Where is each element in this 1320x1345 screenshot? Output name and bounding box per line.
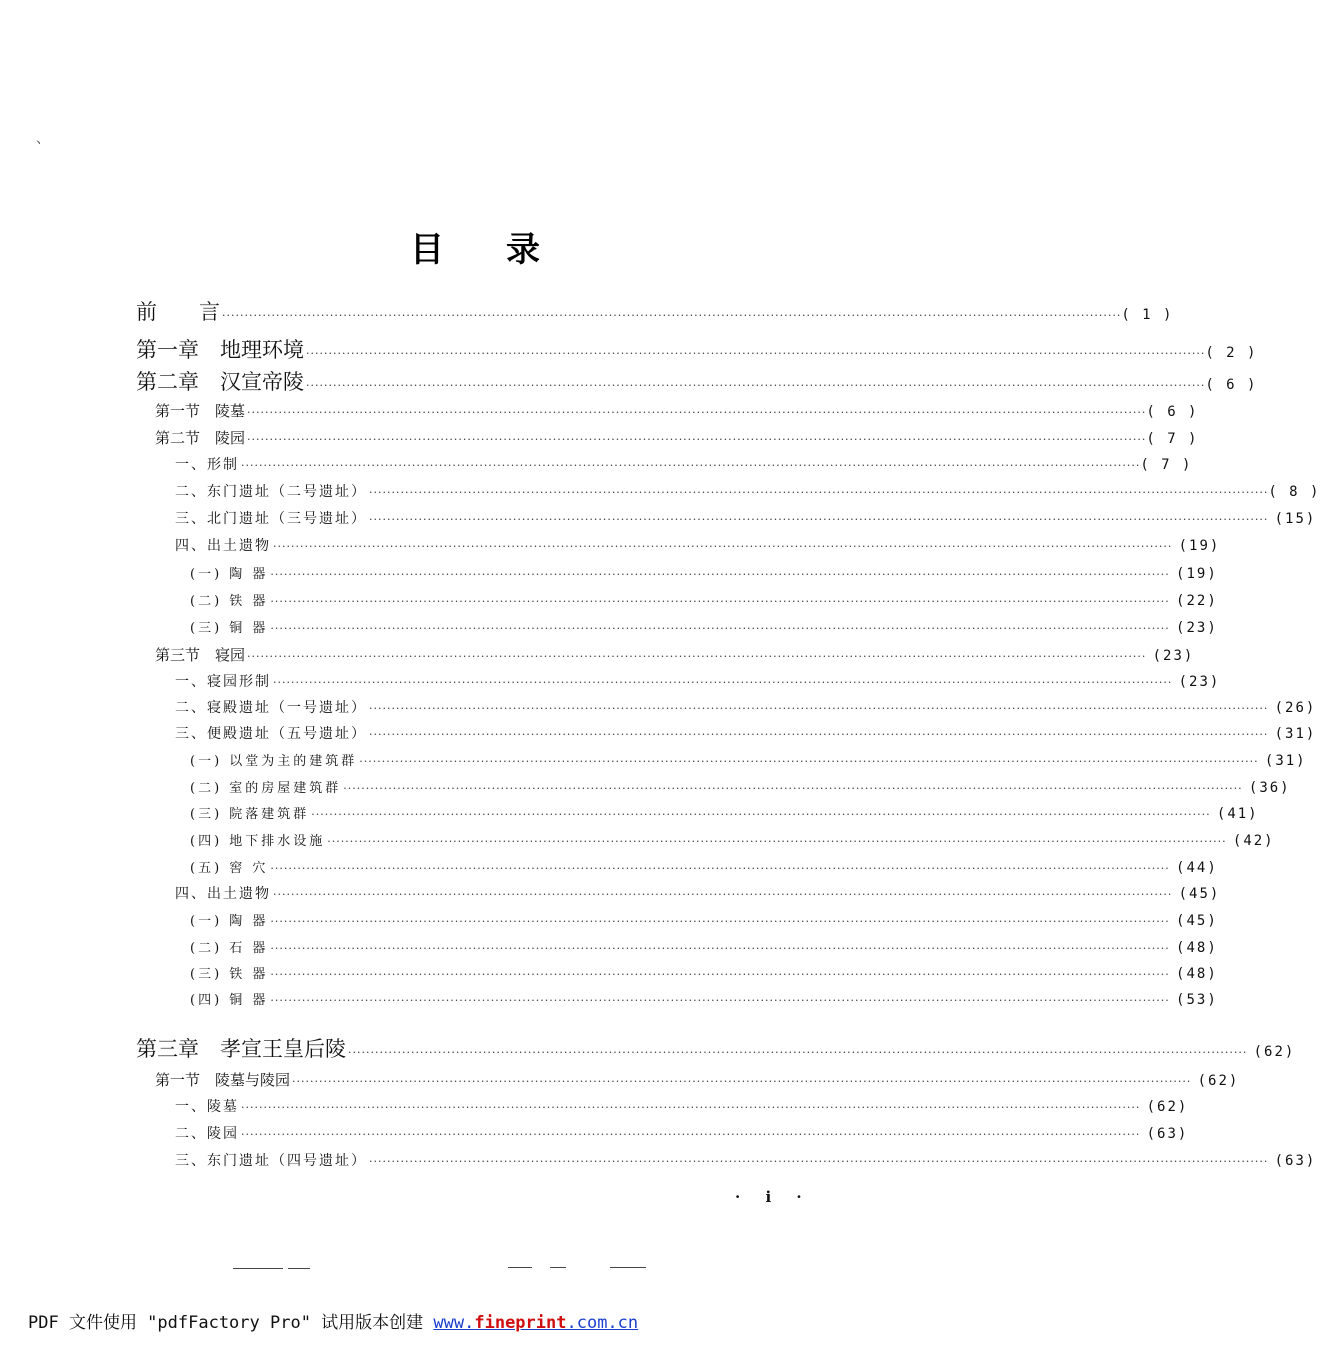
toc-entry-label: 二、寝殿遗址（一号遗址） bbox=[175, 700, 367, 716]
toc-entry-label: 四、出土遗物 bbox=[175, 538, 271, 554]
toc-entry-page: (44) bbox=[1176, 860, 1218, 876]
stray-mark: 、 bbox=[36, 131, 50, 147]
toc-entry bbox=[155, 400, 1199, 424]
toc-leader-dots: ········································································································································································································ bbox=[306, 347, 1206, 360]
toc-leader-dots: ········································································································································································································ bbox=[359, 755, 1259, 768]
toc-entry-page: (62) bbox=[1146, 1099, 1189, 1115]
toc-entry-page: (23) bbox=[1176, 620, 1218, 636]
toc-entry bbox=[190, 937, 1218, 961]
toc-entry-label: 第一章 地理环境 bbox=[136, 338, 304, 362]
toc-leader-dots: ········································································································································································································ bbox=[241, 1101, 1141, 1114]
toc-entry-page: (26) bbox=[1274, 700, 1317, 716]
toc-leader-dots: ········································································································································································································ bbox=[273, 540, 1173, 553]
toc-entry bbox=[175, 671, 1221, 695]
toc-entry-label: 一、寝园形制 bbox=[175, 674, 271, 690]
toc-entry bbox=[190, 989, 1218, 1013]
toc-entry bbox=[190, 563, 1218, 587]
toc-entry bbox=[175, 508, 1317, 532]
toc-leader-dots: ········································································································································································································ bbox=[270, 862, 1170, 875]
toc-entry bbox=[136, 334, 1258, 362]
toc-entry-page: (62) bbox=[1197, 1073, 1240, 1089]
toc-entry bbox=[190, 803, 1259, 827]
toc-entry-page: (42) bbox=[1232, 833, 1275, 849]
toc-leader-dots: ········································································································································································································ bbox=[270, 622, 1170, 635]
toc-entry-page: (53) bbox=[1176, 992, 1218, 1008]
toc-entry bbox=[190, 617, 1218, 641]
toc-entry-label: 第三节 寝园 bbox=[155, 646, 246, 664]
toc-entry-page: (23) bbox=[1178, 674, 1221, 690]
toc-entry bbox=[190, 777, 1291, 801]
toc-entry-label: (三) 铁 器 bbox=[190, 967, 269, 982]
toc-leader-dots: ········································································································································································································ bbox=[270, 568, 1170, 581]
scan-smudge bbox=[610, 1267, 646, 1268]
toc-leader-dots: ········································································································································································································ bbox=[306, 379, 1206, 392]
toc-entry bbox=[175, 1150, 1317, 1174]
toc-entry-label: 第一节 陵墓与陵园 bbox=[155, 1071, 291, 1089]
toc-leader-dots: ········································································································································································································ bbox=[241, 1128, 1141, 1141]
toc-entry bbox=[190, 910, 1218, 934]
toc-entry-page: (48) bbox=[1176, 966, 1218, 982]
toc-leader-dots: ········································································································································································································ bbox=[247, 433, 1147, 446]
toc-entry bbox=[136, 1033, 1296, 1061]
toc-leader-dots: ········································································································································································································ bbox=[369, 702, 1269, 715]
toc-entry-label: 二、东门遗址（二号遗址） bbox=[175, 484, 367, 500]
toc-entry-label: (一) 以堂为主的建筑群 bbox=[190, 754, 358, 769]
toc-entry-label: 三、北门遗址（三号遗址） bbox=[175, 511, 367, 527]
toc-entry-label: 第二章 汉宣帝陵 bbox=[136, 370, 304, 394]
toc-entry-label: 四、出土遗物 bbox=[175, 886, 271, 902]
toc-leader-dots: ········································································································································································································ bbox=[270, 595, 1170, 608]
toc-entry-label: (二) 室的房屋建筑群 bbox=[190, 781, 342, 796]
toc-entry bbox=[175, 1096, 1189, 1120]
scan-smudge bbox=[508, 1267, 532, 1268]
toc-entry bbox=[155, 1069, 1240, 1093]
toc-entry-label: 第三章 孝宣王皇后陵 bbox=[136, 1037, 346, 1061]
toc-entry bbox=[175, 535, 1221, 559]
toc-leader-dots: ········································································································································································································ bbox=[369, 513, 1269, 526]
toc-entry-page: (62) bbox=[1253, 1044, 1296, 1060]
toc-entry-label: (四) 地下排水设施 bbox=[190, 834, 326, 849]
toc-entry-page: ( 1 ) bbox=[1121, 307, 1174, 323]
toc-leader-dots: ········································································································································································································ bbox=[327, 835, 1227, 848]
toc-entry bbox=[175, 1123, 1189, 1147]
toc-entry bbox=[155, 427, 1199, 451]
pdf-footer bbox=[28, 1308, 638, 1333]
toc-entry bbox=[190, 830, 1275, 854]
toc-entry bbox=[190, 857, 1218, 881]
toc-entry-page: (36) bbox=[1248, 780, 1291, 796]
toc-leader-dots: ········································································································································································································ bbox=[369, 486, 1269, 499]
toc-entry bbox=[175, 454, 1193, 478]
scan-smudge bbox=[233, 1268, 283, 1269]
toc-entry bbox=[175, 883, 1221, 907]
toc-entry-label: (一) 陶 器 bbox=[190, 567, 269, 582]
toc-entry-page: (48) bbox=[1176, 940, 1218, 956]
toc-entry bbox=[136, 296, 1174, 324]
toc-entry bbox=[175, 697, 1317, 721]
toc-entry-label: (四) 铜 器 bbox=[190, 993, 269, 1008]
toc-entry-page: ( 2 ) bbox=[1205, 345, 1258, 361]
toc-leader-dots: ········································································································································································································ bbox=[247, 650, 1147, 663]
toc-entry bbox=[175, 723, 1317, 747]
toc-entry-page: (19) bbox=[1178, 538, 1221, 554]
toc-leader-dots: ········································································································································································································ bbox=[270, 994, 1170, 1007]
toc-leader-dots: ········································································································································································································ bbox=[343, 782, 1243, 795]
toc-entry-label: 三、便殿遗址（五号遗址） bbox=[175, 726, 367, 742]
toc-entry-label: (一) 陶 器 bbox=[190, 914, 269, 929]
toc-entry-page: (63) bbox=[1274, 1153, 1317, 1169]
toc-entry-page: ( 6 ) bbox=[1146, 404, 1199, 420]
toc-entry-page: (63) bbox=[1146, 1126, 1189, 1142]
scan-smudge bbox=[288, 1268, 310, 1269]
toc-entry-page: ( 6 ) bbox=[1205, 377, 1258, 393]
toc-entry-page: (31) bbox=[1274, 726, 1317, 742]
toc-entry-label: 一、陵墓 bbox=[175, 1099, 239, 1115]
toc-entry-page: ( 7 ) bbox=[1146, 431, 1199, 447]
toc-leader-dots: ········································································································································································································ bbox=[222, 309, 1122, 322]
toc-leader-dots: ········································································································································································································ bbox=[311, 808, 1211, 821]
toc-entry bbox=[190, 590, 1218, 614]
toc-entry-page: (31) bbox=[1264, 753, 1307, 769]
toc-entry-label: (三) 铜 器 bbox=[190, 621, 269, 636]
toc-entry-page: (22) bbox=[1176, 593, 1218, 609]
toc-entry-page: (19) bbox=[1176, 566, 1218, 582]
toc-leader-dots: ········································································································································································································ bbox=[369, 1155, 1269, 1168]
toc-entry bbox=[136, 366, 1258, 394]
toc-entry-page: ( 8 ) bbox=[1268, 484, 1320, 500]
toc-entry-label: 一、形制 bbox=[175, 457, 239, 473]
toc-leader-dots: ········································································································································································································ bbox=[247, 406, 1147, 419]
toc-leader-dots: ········································································································································································································ bbox=[369, 728, 1269, 741]
toc-entry-label: 前 言 bbox=[136, 300, 220, 324]
toc-entry-label: (二) 石 器 bbox=[190, 941, 269, 956]
toc-leader-dots: ········································································································································································································ bbox=[270, 915, 1170, 928]
footer-text: PDF 文件使用 "pdfFactory Pro" 试用版本创建 bbox=[28, 1313, 434, 1333]
toc-entry-page: (23) bbox=[1152, 648, 1195, 664]
toc-entry-label: 第二节 陵园 bbox=[155, 429, 246, 447]
toc-leader-dots: ········································································································································································································ bbox=[270, 968, 1170, 981]
toc-entry-label: 三、东门遗址（四号遗址） bbox=[175, 1153, 367, 1169]
toc-leader-dots: ········································································································································································································ bbox=[273, 676, 1173, 689]
toc-entry bbox=[175, 481, 1320, 505]
toc-leader-dots: ········································································································································································································ bbox=[348, 1046, 1248, 1059]
toc-entry-label: 第一节 陵墓 bbox=[155, 402, 246, 420]
toc-leader-dots: ········································································································································································································ bbox=[292, 1075, 1192, 1088]
toc-leader-dots: ········································································································································································································ bbox=[273, 888, 1173, 901]
toc-entry-label: 二、陵园 bbox=[175, 1126, 239, 1142]
toc-entry bbox=[190, 750, 1307, 774]
toc-entry bbox=[190, 963, 1218, 987]
page-number: · i · bbox=[735, 1188, 812, 1206]
page-title: 目录 bbox=[410, 230, 602, 270]
scan-smudge bbox=[550, 1267, 566, 1268]
toc-entry-page: ( 7 ) bbox=[1140, 457, 1193, 473]
toc-entry-page: (15) bbox=[1274, 511, 1317, 527]
toc-leader-dots: ········································································································································································································ bbox=[241, 459, 1141, 472]
toc-entry-page: (45) bbox=[1178, 886, 1221, 902]
toc-entry-label: (二) 铁 器 bbox=[190, 594, 269, 609]
toc-entry-label: (三) 院落建筑群 bbox=[190, 807, 310, 822]
toc-entry-page: (45) bbox=[1176, 913, 1218, 929]
toc-leader-dots: ········································································································································································································ bbox=[270, 942, 1170, 955]
toc-entry bbox=[155, 644, 1195, 668]
toc-entry-label: (五) 窖 穴 bbox=[190, 861, 269, 876]
footer-link[interactable]: www.fineprint.com.cn bbox=[433, 1313, 639, 1333]
toc-entry-page: (41) bbox=[1216, 806, 1259, 822]
